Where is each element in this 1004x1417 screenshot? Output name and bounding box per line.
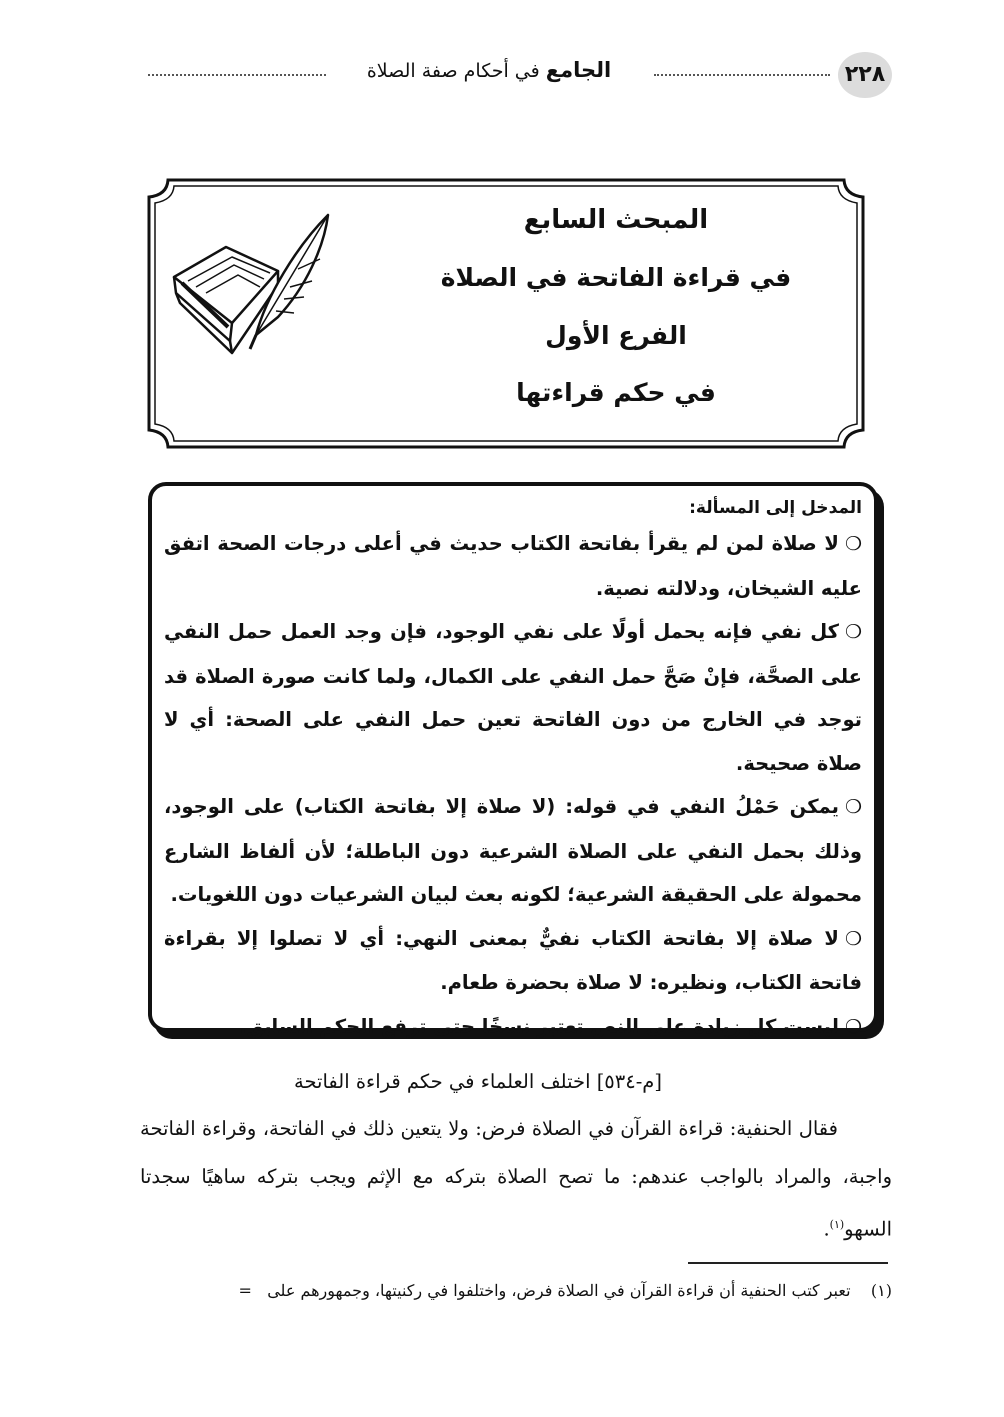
entry-point-text: كل نفي فإنه يحمل أولًا على نفي الوجود، فإن وجد العمل حمل النفي على الصحَّة، فإنْ صَحَّ حمل النفي على الكمال، ولما كانت صورة الصلاة قد توجد في الخارج من دون الفاتحة تعين حمل النفي على الصحة: أي لا صلاة صحيحة. — [164, 620, 862, 775]
entry-point — [164, 610, 862, 785]
branch-topic: في حكم قراءتها — [516, 378, 716, 407]
footnote-reference[interactable]: (١) — [829, 1218, 845, 1231]
footnote — [140, 1278, 892, 1304]
header-dots-right — [654, 74, 830, 76]
branch-heading: الفرع الأول — [545, 321, 687, 350]
running-title — [330, 58, 648, 82]
running-title-bold: الجامع — [545, 58, 612, 82]
chapter-frame — [146, 177, 866, 450]
entry-point — [164, 522, 862, 610]
footnote-separator — [688, 1262, 888, 1264]
section-heading: المبحث السابع — [523, 205, 709, 235]
circle-bullet-icon: ❍ — [844, 927, 862, 950]
footnote-marker: (١) — [870, 1281, 892, 1300]
header-dots-left — [148, 74, 326, 76]
circle-bullet-icon: ❍ — [844, 621, 862, 643]
footnote-text: تعبر كتب الحنفية أن قراءة القرآن في الصلاة فرض، واختلفوا في ركنيتها، وجمهورهم على — [267, 1281, 851, 1300]
footnote-continuation: = — [238, 1281, 252, 1300]
entry-point — [164, 917, 862, 1005]
entry-point-text: ليست كل زيادة على النص تعتبر نسخًا حتى ترفع الحكم السابق. — [239, 1014, 839, 1038]
entry-point-text: لا صلاة إلا بفاتحة الكتاب نفيٌّ بمعنى النهي: أي لا تصلوا إلا بقراءة فاتحة الكتاب، ونظيره: لا صلاة بحضرة طعام. — [164, 926, 862, 994]
entry-point-text: يمكن حَمْلُ النفي في قوله: (لا صلاة إلا بفاتحة الكتاب) على الوجود، وذلك بحمل النفي على الصلاة الشرعية دون الباطلة؛ لأن ألفاظ الشارع محمولة على الحقيقة الشرعية؛ لكونه بعث لبيان الشرعيات دون اللغويات. — [164, 795, 862, 906]
book-quill-icon — [166, 207, 342, 357]
running-title-rest: في أحكام صفة الصلاة — [366, 60, 540, 82]
issue-label: [م-٥٣٤] اختلف العلماء في حكم قراءة الفاتحة — [294, 1070, 662, 1093]
entry-point — [164, 1005, 862, 1050]
body-paragraph-text: فقال الحنفية: قراءة القرآن في الصلاة فرض: ولا يتعين ذلك في الفاتحة، وقراءة الفاتحة واجبة، والمراد بالواجب عندهم: ما تصح الصلاة بتركه مع الإثم ويجب بتركه ساهيًا سجدتا السهو — [140, 1117, 892, 1241]
paragraph-end: . — [823, 1217, 830, 1241]
page-number: ٢٢٨ — [838, 52, 892, 98]
page-header — [140, 52, 892, 98]
entry-box — [148, 482, 878, 1038]
entry-title: المدخل إلى المسألة: — [689, 498, 862, 518]
circle-bullet-icon: ❍ — [844, 533, 862, 555]
circle-bullet-icon: ❍ — [844, 1015, 862, 1038]
entry-point-text: لا صلاة لمن لم يقرأ بفاتحة الكتاب حديث في أعلى درجات الصحة اتفق عليه الشيخان، ودلالته نصية. — [164, 532, 862, 600]
section-topic: في قراءة الفاتحة في الصلاة — [440, 263, 792, 292]
circle-bullet-icon: ❍ — [844, 796, 862, 818]
entry-point — [164, 785, 862, 917]
body-paragraph — [140, 1105, 892, 1254]
